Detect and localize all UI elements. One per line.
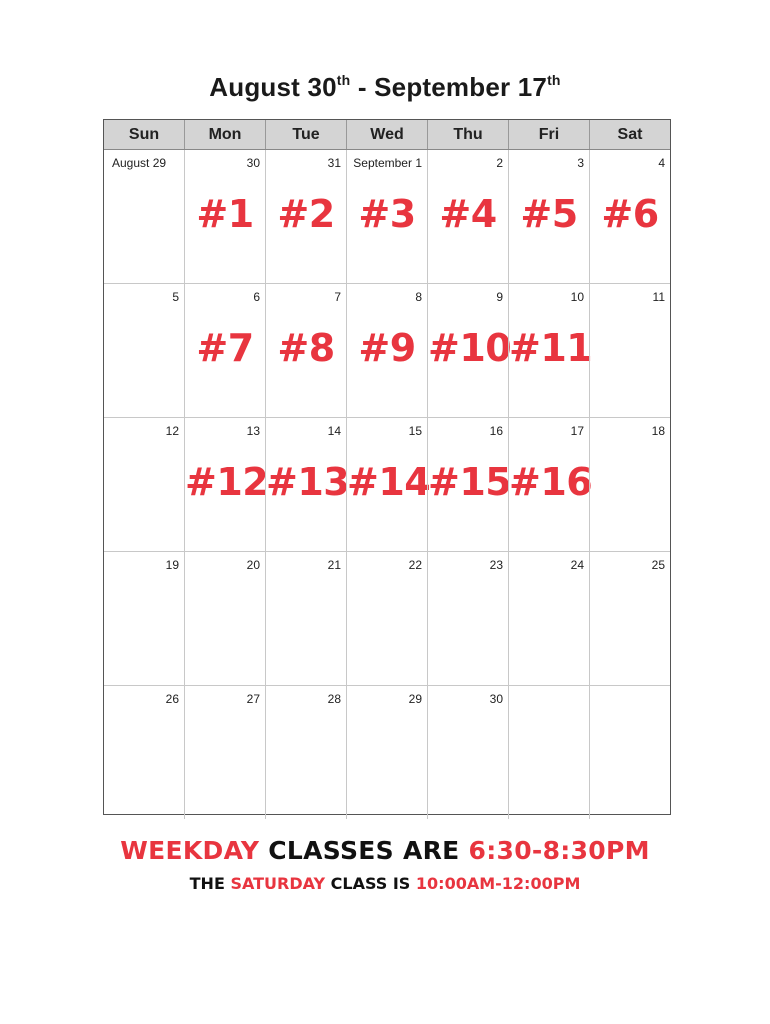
day-number: 5: [172, 290, 179, 304]
day-number: 29: [408, 692, 422, 706]
day-number: 4: [658, 156, 665, 170]
week-row: [104, 685, 670, 819]
saturday-word: SATURDAY: [230, 874, 326, 893]
weekday-tue: Tue: [265, 120, 346, 149]
week-row: [104, 417, 670, 551]
day-cell: [427, 150, 508, 283]
weekday-mon: Mon: [184, 120, 265, 149]
class-number: #7: [196, 326, 254, 370]
day-number: 30: [246, 156, 260, 170]
day-number: 12: [165, 424, 179, 438]
week-row: [104, 551, 670, 685]
day-cell: [427, 418, 512, 551]
day-cell: [346, 150, 427, 283]
weekday-schedule-note: [0, 836, 770, 865]
weekday-header-row: [104, 120, 670, 150]
weekday-wed: Wed: [346, 120, 427, 149]
day-cell: [184, 552, 265, 685]
day-cell: [184, 284, 265, 417]
class-is-text: CLASS IS: [325, 874, 416, 893]
day-number: 31: [327, 156, 341, 170]
day-number: 3: [577, 156, 584, 170]
day-number: 11: [652, 290, 665, 304]
day-cell: [346, 552, 427, 685]
weekday-word: WEEKDAY: [120, 836, 260, 865]
day-number: 26: [165, 692, 179, 706]
title-separator: -: [350, 72, 375, 102]
day-cell: [184, 686, 265, 819]
day-number: 20: [246, 558, 260, 572]
day-cell: [346, 284, 427, 417]
day-cell: [184, 150, 265, 283]
day-cell: [589, 150, 670, 283]
title-end: September 17: [374, 72, 548, 102]
day-number: 14: [327, 424, 341, 438]
day-number: 27: [246, 692, 260, 706]
day-number: 23: [489, 558, 503, 572]
day-cell: [104, 150, 184, 283]
day-cell: [346, 418, 431, 551]
page-title: [0, 72, 770, 103]
day-number: 24: [570, 558, 584, 572]
week-row: [104, 283, 670, 417]
class-number: #4: [439, 192, 497, 236]
day-number: 30: [489, 692, 503, 706]
class-number: #15: [428, 460, 512, 504]
day-cell: [265, 150, 346, 283]
class-number: #11: [509, 326, 593, 370]
calendar-grid: [103, 119, 671, 815]
weekday-fri: Fri: [508, 120, 589, 149]
weekday-thu: Thu: [427, 120, 508, 149]
class-number: #13: [266, 460, 350, 504]
saturday-time: 10:00AM-12:00PM: [415, 874, 581, 893]
day-number: 10: [570, 290, 584, 304]
day-number: 2: [496, 156, 503, 170]
day-cell: [589, 552, 670, 685]
day-number: 7: [334, 290, 341, 304]
class-number: #3: [358, 192, 416, 236]
saturday-schedule-note: [0, 874, 770, 893]
day-number: 18: [651, 424, 665, 438]
day-cell: [589, 284, 670, 417]
class-number: #8: [277, 326, 335, 370]
day-cell: [508, 150, 589, 283]
day-number: 9: [496, 290, 503, 304]
day-cell: [104, 552, 184, 685]
title-start-suffix: th: [336, 72, 351, 88]
day-cell: [427, 686, 508, 819]
day-number: 17: [570, 424, 584, 438]
day-cell: [427, 284, 512, 417]
class-number: #5: [520, 192, 578, 236]
weekday-time: 6:30-8:30PM: [468, 836, 650, 865]
day-number: 6: [253, 290, 260, 304]
day-number: August 29: [112, 156, 167, 170]
class-number: #2: [277, 192, 335, 236]
weekday-sat: Sat: [589, 120, 670, 149]
class-number: #16: [509, 460, 593, 504]
day-number: 16: [489, 424, 503, 438]
day-cell: [184, 418, 269, 551]
week-row: [104, 150, 670, 283]
day-cell: [104, 418, 184, 551]
day-number: September 1: [353, 156, 422, 170]
day-cell: [589, 686, 670, 819]
day-cell: [589, 418, 670, 551]
class-number: #9: [358, 326, 416, 370]
day-number: 25: [651, 558, 665, 572]
day-cell: [265, 552, 346, 685]
weekday-sun: Sun: [128, 125, 160, 143]
day-cell: [104, 284, 184, 417]
day-cell: [508, 686, 589, 819]
calendar-weeks: [104, 150, 670, 819]
class-number: #12: [185, 460, 269, 504]
day-number: 13: [246, 424, 260, 438]
class-number: #1: [196, 192, 254, 236]
title-end-suffix: th: [547, 72, 561, 88]
classes-are-text: CLASSES ARE: [259, 836, 469, 865]
day-number: 19: [165, 558, 179, 572]
day-cell: [104, 686, 184, 819]
title-start: August 30: [209, 72, 337, 102]
day-cell: [265, 284, 346, 417]
day-cell: [346, 686, 427, 819]
day-cell: [265, 686, 346, 819]
the-text: THE: [189, 874, 231, 893]
day-cell: [508, 418, 593, 551]
day-cell: [508, 552, 589, 685]
day-cell: [427, 552, 508, 685]
class-number: #6: [601, 192, 659, 236]
class-number: #14: [347, 460, 431, 504]
day-cell: [508, 284, 593, 417]
day-number: 28: [327, 692, 341, 706]
day-number: 21: [327, 558, 341, 572]
day-number: 22: [408, 558, 422, 572]
day-cell: [265, 418, 350, 551]
day-number: 15: [408, 424, 422, 438]
day-number: 8: [415, 290, 422, 304]
class-number: #10: [428, 326, 512, 370]
